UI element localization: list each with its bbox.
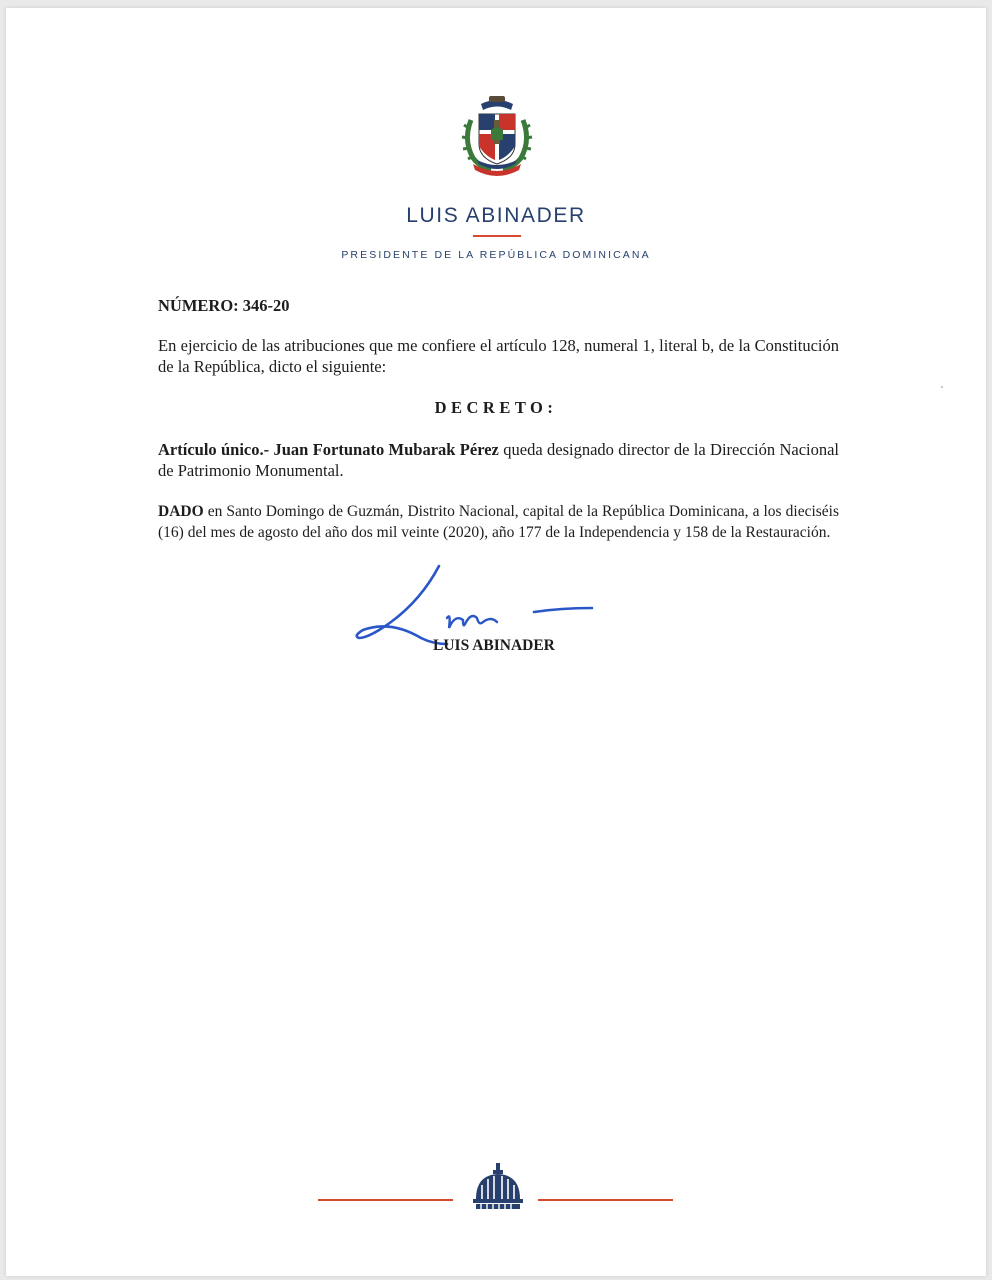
footer-rule-left — [318, 1199, 453, 1201]
decree-heading: DECRETO: — [434, 398, 558, 417]
header-title: PRESIDENTE DE LA REPÚBLICA DOMINICANA — [341, 249, 651, 261]
article-paragraph — [158, 439, 839, 481]
paper-speck — [941, 386, 943, 388]
decree-number: NÚMERO: 346-20 — [158, 296, 290, 315]
article-text: queda designado director de la Dirección Nacional de Patrimonio Monumental. — [158, 440, 840, 480]
palace-dome-icon — [470, 1161, 526, 1211]
header-divider — [473, 235, 521, 237]
appointee-name: Juan Fortunato Mubarak Pérez — [273, 440, 499, 459]
coat-of-arms-icon — [451, 90, 543, 182]
given-text: en Santo Domingo de Guzmán, Distrito Nacional, capital de la República Dominicana, a los dieciséis (16) del mes de agosto del año dos mil veinte (2020), año 177 de la Independencia y 158 de la Restauración. — [158, 503, 840, 541]
footer-rule-right — [538, 1199, 673, 1201]
signer-name: LUIS ABINADER — [433, 637, 555, 654]
given-paragraph — [158, 502, 839, 543]
article-label: Artículo único.- — [158, 440, 270, 459]
header-name: LUIS ABINADER — [406, 204, 586, 227]
document-page — [6, 8, 986, 1276]
given-label: DADO — [158, 503, 204, 520]
intro-paragraph: En ejercicio de las atribuciones que me confiere el artículo 128, numeral 1, literal b, de la Constitución de la República, dicto el siguiente: — [158, 336, 839, 376]
